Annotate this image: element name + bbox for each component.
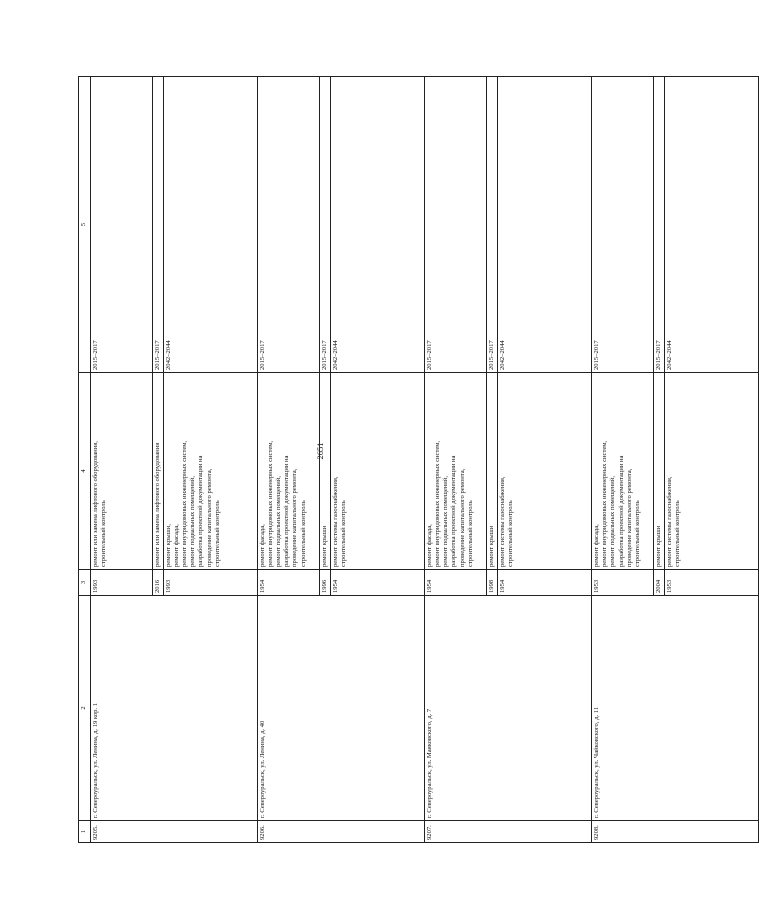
block-works xyxy=(487,373,498,570)
record-address: г. Североуральск, ул. Маяковского, д. 7 xyxy=(425,596,592,821)
work-item: ремонт крыши xyxy=(488,525,496,567)
work-item: ремонт или замена лифтового оборудования, xyxy=(92,441,99,567)
block-year: 2016 xyxy=(153,570,164,596)
block-term: 2042–2044 xyxy=(164,77,258,373)
repair-schedule-table xyxy=(78,76,759,843)
work-item: проведение капитального ремонта, xyxy=(458,468,466,567)
work-item: проведение капитального ремонта, xyxy=(625,468,633,567)
block-works xyxy=(425,373,487,570)
block-term: 2015–2017 xyxy=(592,77,654,373)
block-term: 2015–2017 xyxy=(258,77,320,373)
table-row xyxy=(592,77,654,843)
block-year: 1998 xyxy=(487,570,498,596)
block-year: 1954 xyxy=(498,570,592,596)
work-item: строительный контроль xyxy=(674,500,682,567)
record-number: 9208. xyxy=(592,821,759,843)
header-cell: 1 xyxy=(79,821,91,843)
work-item: ремонт подвальных помещений, xyxy=(189,476,197,567)
work-item: ремонт внутридомовых инженерных систем, xyxy=(181,440,189,567)
work-item: разработка проектной документации на xyxy=(617,455,625,567)
work-item: разработка проектной документации на xyxy=(450,455,458,567)
work-item: ремонт фасада, xyxy=(173,524,181,567)
block-term: 2015–2017 xyxy=(91,77,153,373)
block-works xyxy=(153,373,164,570)
table-body xyxy=(91,77,759,843)
block-works xyxy=(91,373,153,570)
work-item: строительный контроль xyxy=(213,500,221,567)
block-term: 2015–2017 xyxy=(487,77,498,373)
block-year: 1993 xyxy=(164,570,258,596)
work-item: строительный контроль xyxy=(340,500,348,567)
block-year: 1953 xyxy=(665,570,759,596)
record-number: 9206. xyxy=(258,821,425,843)
work-item: ремонт подвальных помещений, xyxy=(442,476,450,567)
work-item: строительный контроль xyxy=(633,500,641,567)
work-item: ремонт фасада, xyxy=(259,524,267,567)
work-item: ремонт фасада, xyxy=(593,524,601,567)
block-term: 2015–2017 xyxy=(425,77,487,373)
work-item: строительный контроль xyxy=(466,500,474,567)
block-year: 1953 xyxy=(592,570,654,596)
work-item: ремонт внутридомовых инженерных систем, xyxy=(434,440,442,567)
work-item: ремонт крыши xyxy=(321,525,329,567)
work-item: строительный контроль xyxy=(100,500,108,567)
work-item: разработка проектной документации на xyxy=(197,455,205,567)
record-address: г. Североуральск, ул. Ленина, д. 19 кор. 1 xyxy=(91,596,258,821)
page-number: 2651 xyxy=(315,442,325,460)
block-year: 1954 xyxy=(258,570,320,596)
block-works xyxy=(654,373,665,570)
header-cell: 2 xyxy=(79,596,91,821)
header-row xyxy=(79,77,91,843)
work-item: ремонт крыши xyxy=(655,525,663,567)
block-works xyxy=(665,373,759,570)
block-works xyxy=(164,373,258,570)
record-address: г. Североуральск, ул. Ленина, д. 40 xyxy=(258,596,425,821)
work-item: ремонт внутридомовых инженерных систем, xyxy=(267,440,275,567)
record-number: 9205. xyxy=(91,821,258,843)
header-cell: 4 xyxy=(79,373,91,570)
header-cell: 5 xyxy=(79,77,91,373)
work-item: ремонт системы газоснабжения, xyxy=(499,476,507,567)
work-item: строительный контроль xyxy=(299,500,307,567)
record-number: 9207. xyxy=(425,821,592,843)
block-year: 1954 xyxy=(331,570,425,596)
block-works xyxy=(320,373,331,570)
block-term: 2042–2044 xyxy=(498,77,592,373)
work-item: ремонт подвальных помещений, xyxy=(275,476,283,567)
work-item: проведение капитального ремонта, xyxy=(291,468,299,567)
block-works xyxy=(331,373,425,570)
work-item: строительный контроль xyxy=(507,500,515,567)
block-term: 2015–2017 xyxy=(654,77,665,373)
work-item: ремонт внутридомовых инженерных систем, xyxy=(601,440,609,567)
work-item: ремонт системы газоснабжения, xyxy=(666,476,674,567)
block-year: 1993 xyxy=(91,570,153,596)
table-wrapper xyxy=(78,77,682,843)
block-works xyxy=(592,373,654,570)
block-year: 1954 xyxy=(425,570,487,596)
header-cell: 3 xyxy=(79,570,91,596)
work-item: проведение капитального ремонта, xyxy=(205,468,213,567)
block-term: 2015–2017 xyxy=(153,77,164,373)
work-item: ремонт фасада, xyxy=(426,524,434,567)
work-item: ремонт или замена лифтового оборудования xyxy=(154,442,161,567)
work-item: ремонт крыши, xyxy=(165,524,173,567)
block-works xyxy=(498,373,592,570)
block-year: 1996 xyxy=(320,570,331,596)
block-works xyxy=(258,373,320,570)
work-item: ремонт системы газоснабжения, xyxy=(332,476,340,567)
table-row xyxy=(258,77,320,843)
table-row xyxy=(91,77,153,843)
work-item: разработка проектной документации на xyxy=(283,455,291,567)
block-term: 2015–2017 xyxy=(320,77,331,373)
table-row xyxy=(425,77,487,843)
block-term: 2042–2044 xyxy=(665,77,759,373)
work-item: ремонт подвальных помещений, xyxy=(609,476,617,567)
record-address: г. Североуральск, ул. Чайковского, д. 11 xyxy=(592,596,759,821)
block-year: 2004 xyxy=(654,570,665,596)
block-term: 2042–2044 xyxy=(331,77,425,373)
